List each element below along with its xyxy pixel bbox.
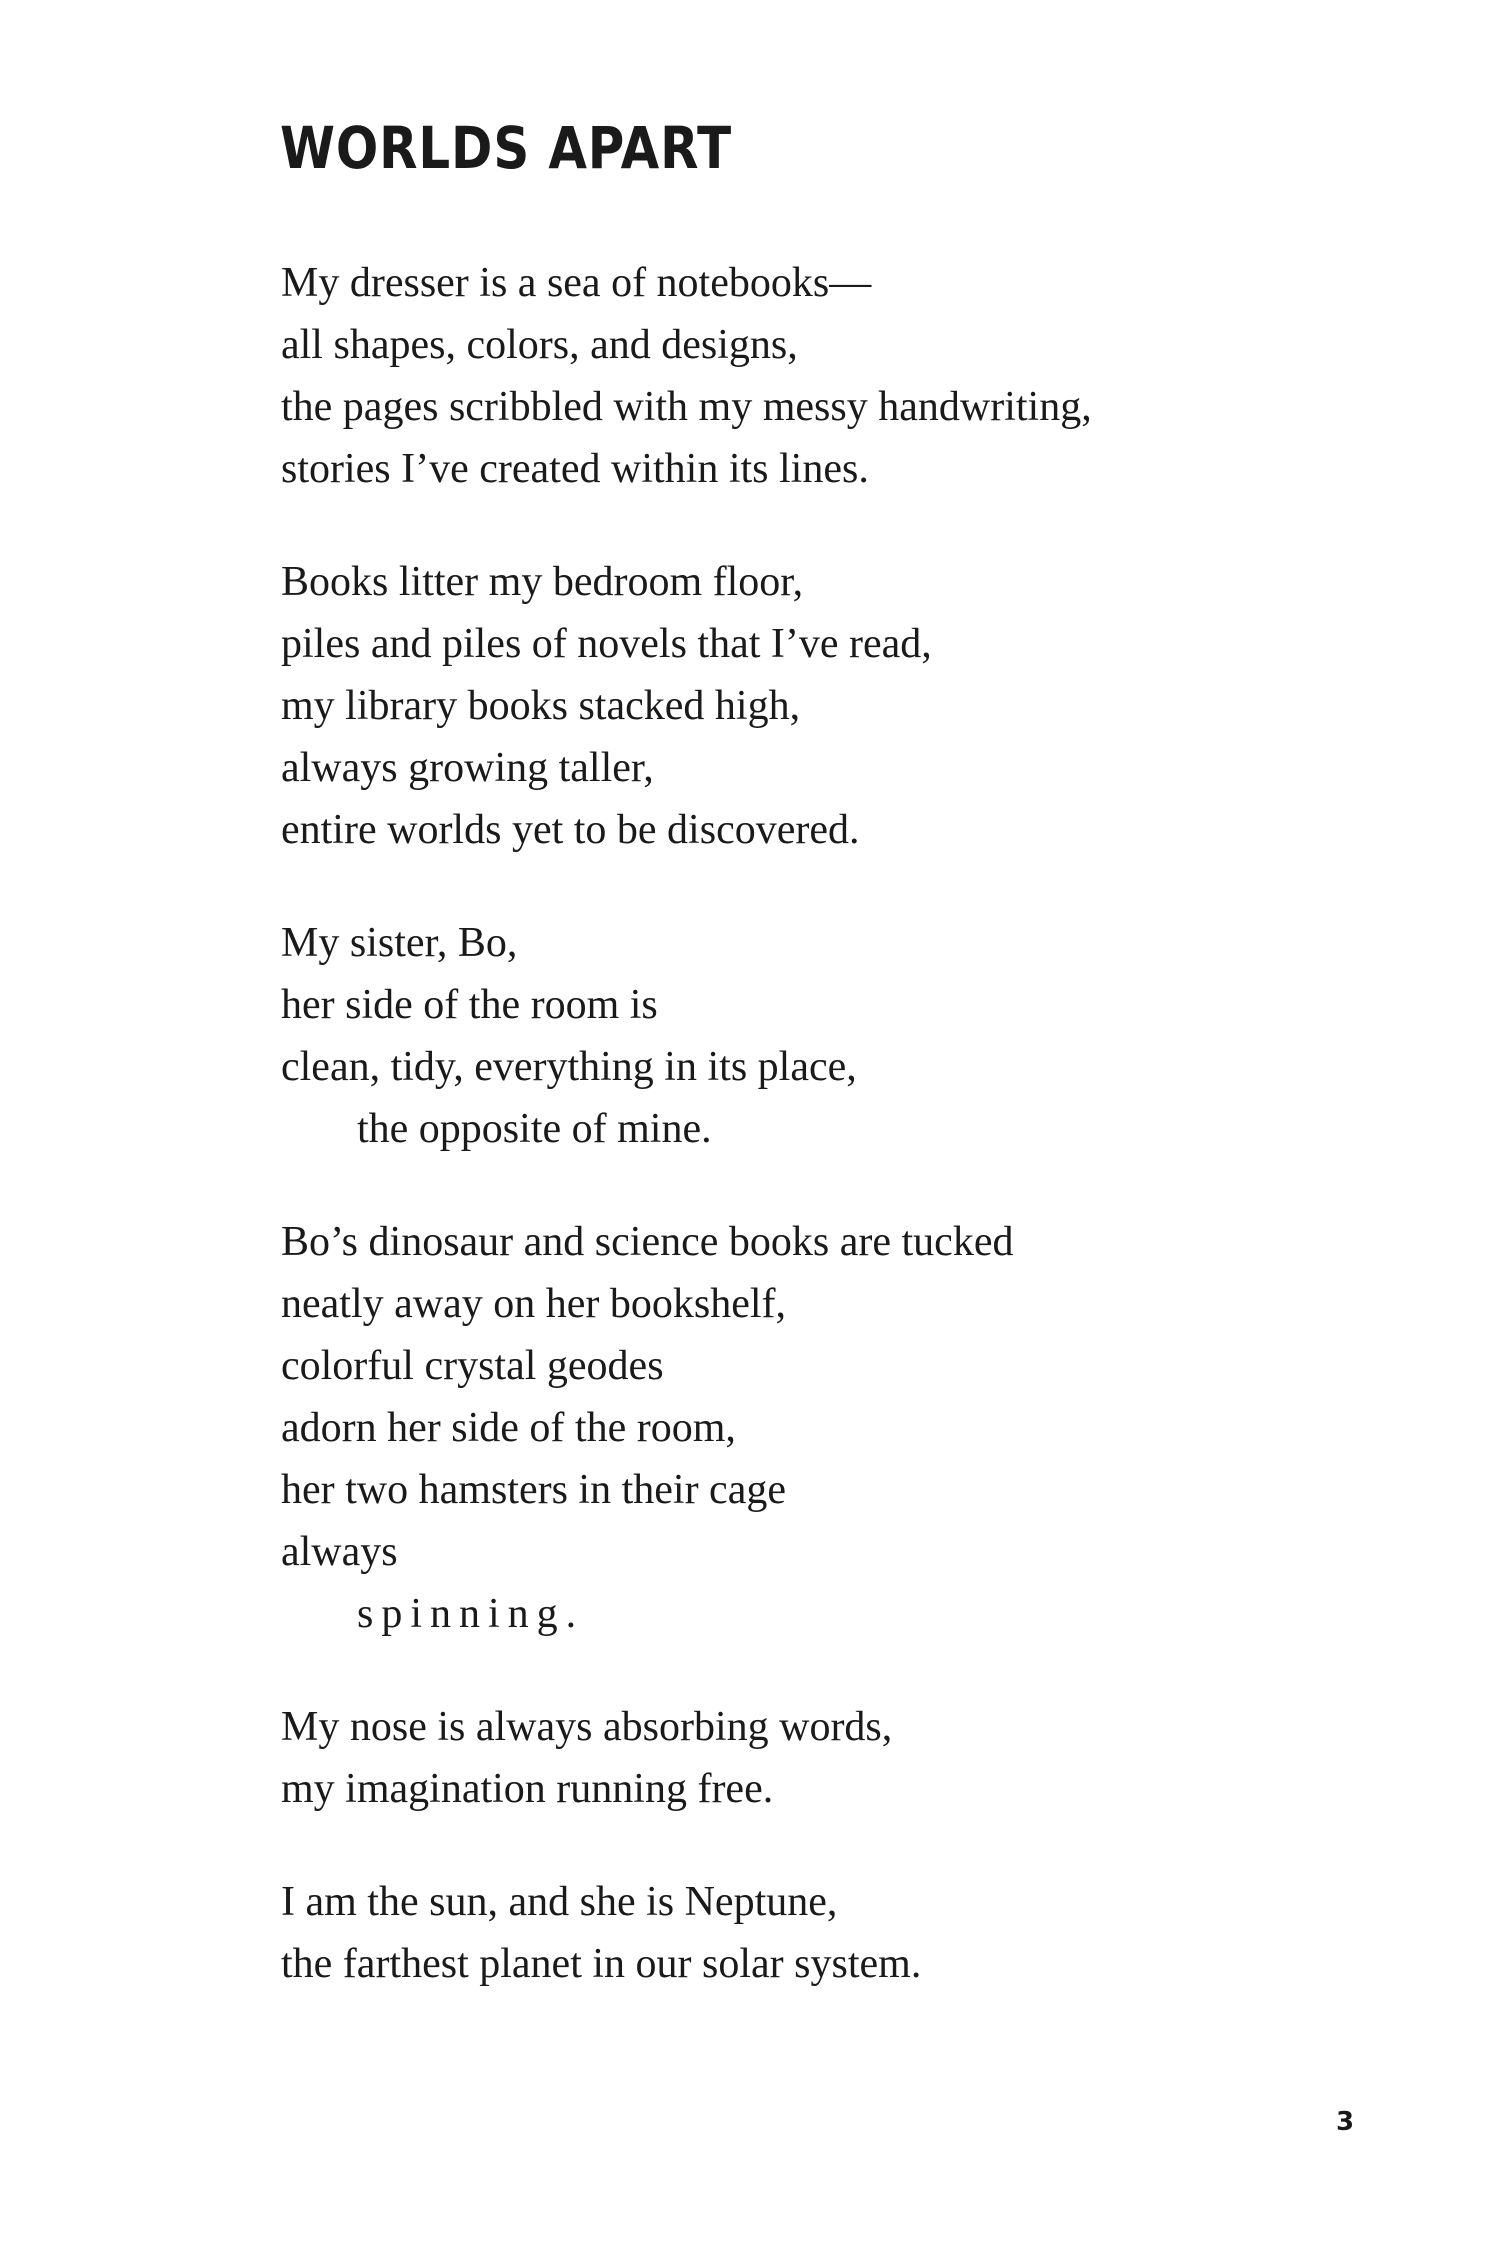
poem-line: Books litter my bedroom floor, <box>281 559 804 605</box>
stanza-2 <box>281 551 1381 861</box>
poem-line: My nose is always absorbing words, <box>281 1704 893 1750</box>
poem-title: WORLDS APART <box>280 114 733 182</box>
poem-line: I am the sun, and she is Neptune, <box>281 1879 838 1925</box>
poem-line: the farthest planet in our solar system. <box>281 1941 922 1987</box>
poem-line: clean, tidy, everything in its place, <box>281 1044 857 1090</box>
poem-line: Bo’s dinosaur and science books are tucked <box>281 1219 1014 1265</box>
poem-line-spaced-spinning: spinning. <box>357 1591 585 1637</box>
poem-line: entire worlds yet to be discovered. <box>281 807 860 853</box>
stanza-4 <box>281 1211 1381 1645</box>
poem-line: her two hamsters in their cage <box>281 1467 786 1513</box>
poem-line: my library books stacked high, <box>281 683 801 729</box>
poem-line: piles and piles of novels that I’ve read, <box>281 621 932 667</box>
poem-line: stories I’ve created within its lines. <box>281 446 869 492</box>
poem-line: neatly away on her bookshelf, <box>281 1281 787 1327</box>
poem-line: always <box>281 1529 398 1575</box>
poem-line: always growing taller, <box>281 745 654 791</box>
poem-line: the pages scribbled with my messy handwriting, <box>281 384 1092 430</box>
poem-line: My dresser is a sea of notebooks— <box>281 260 872 306</box>
stanza-3 <box>281 912 1381 1160</box>
poem-line: her side of the room is <box>281 982 658 1028</box>
poem-line: adorn her side of the room, <box>281 1405 736 1451</box>
stanza-5 <box>281 1696 1381 1820</box>
poem-line: My sister, Bo, <box>281 920 518 966</box>
poem-line: colorful crystal geodes <box>281 1343 664 1389</box>
stanza-1 <box>281 252 1381 500</box>
poem-line: my imagination running free. <box>281 1766 774 1812</box>
page-number: 3 <box>1336 2107 1355 2137</box>
poem-line: all shapes, colors, and designs, <box>281 322 798 368</box>
poem-body <box>281 252 1381 2046</box>
poem-line-indented: the opposite of mine. <box>357 1106 712 1152</box>
stanza-6 <box>281 1871 1381 1995</box>
